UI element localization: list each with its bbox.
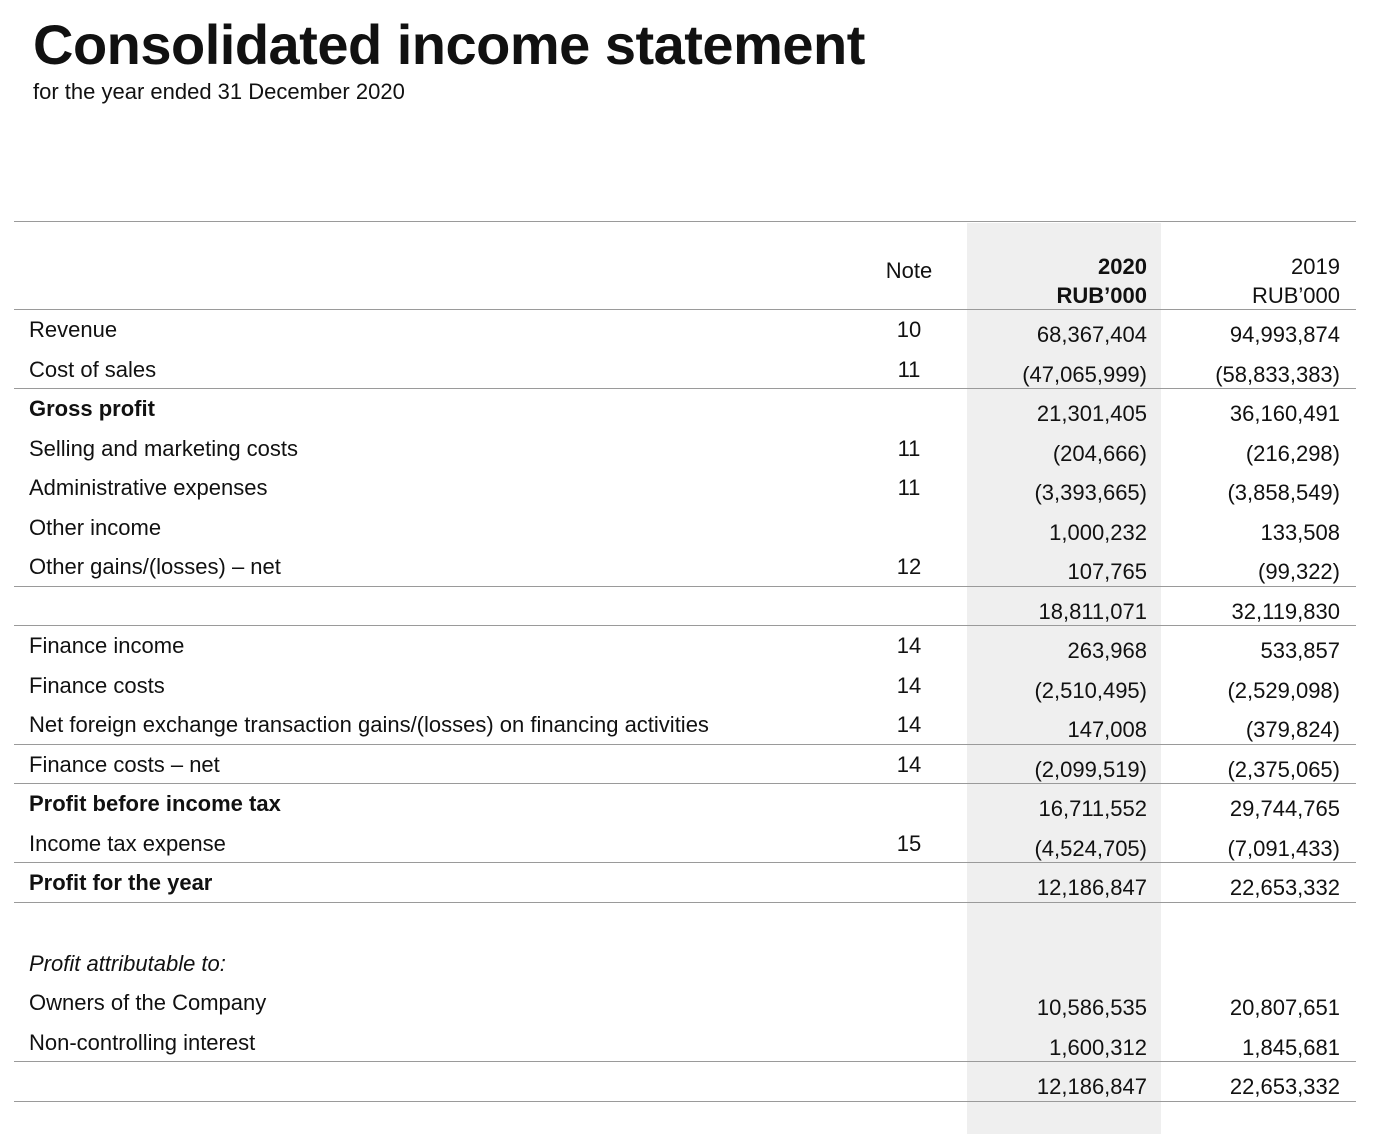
row-value-2020: 16,711,552 (1038, 796, 1147, 821)
row-label: Finance costs (29, 672, 165, 698)
row-label: Profit before income tax (29, 791, 281, 816)
row-value-2019: (2,529,098) (1227, 677, 1340, 703)
row-label: Revenue (29, 317, 118, 342)
row-label: Net foreign exchange transaction gains/(losses) on financing activities (29, 712, 709, 737)
current-year-header (974, 252, 1147, 310)
prior-year-unit: RUB’000 (1251, 283, 1340, 308)
attributable-heading-row (14, 944, 1356, 984)
row-value-2020: 1,600,312 (1049, 1034, 1147, 1060)
row-value-2019: 29,744,765 (1229, 796, 1340, 821)
table-row (14, 1062, 1356, 1102)
table-row (14, 784, 1356, 824)
row-label: Owners of the Company (29, 990, 267, 1015)
row-label: Non-controlling interest (29, 1029, 256, 1055)
row-value-2019: 533,857 (1260, 638, 1340, 663)
row-value-2020: 21,301,405 (1036, 401, 1147, 426)
row-value-2019: (379,824) (1245, 717, 1340, 742)
table-row (14, 508, 1356, 548)
prior-year-label: 2019 (1291, 254, 1340, 279)
row-value-2019: (3,858,549) (1227, 480, 1340, 505)
row-label: Other gains/(losses) – net (29, 554, 281, 579)
row-label: Administrative expenses (29, 475, 268, 500)
row-value-2020: (47,065,999) (1022, 361, 1147, 387)
row-value-2020: (2,510,495) (1034, 677, 1147, 703)
row-note: 11 (897, 356, 921, 382)
row-label: Finance costs – net (29, 751, 220, 777)
row-value-2019: (99,322) (1258, 559, 1340, 584)
table-row (14, 745, 1356, 785)
row-value-2019: 1,845,681 (1242, 1034, 1340, 1060)
row-value-2020: (204,666) (1052, 440, 1147, 466)
income-statement-table (14, 221, 1356, 1102)
table-row (14, 547, 1356, 587)
table-row (14, 429, 1356, 469)
row-label: Selling and marketing costs (29, 435, 299, 461)
row-value-2020: 12,186,847 (1036, 1074, 1147, 1099)
row-value-2019: (7,091,433) (1227, 835, 1340, 861)
row-label: Income tax expense (29, 830, 226, 856)
row-value-2019: (216,298) (1245, 440, 1340, 466)
row-value-2020: 263,968 (1067, 638, 1147, 663)
row-value-2020: 107,765 (1067, 559, 1147, 584)
row-value-2020: (2,099,519) (1034, 756, 1147, 782)
row-value-2020: 147,008 (1067, 717, 1147, 742)
row-note: 10 (896, 317, 922, 342)
row-value-2019: (2,375,065) (1227, 756, 1340, 782)
table-row (14, 1023, 1356, 1063)
row-value-2020: (3,393,665) (1034, 480, 1147, 505)
row-note: 11 (897, 435, 921, 461)
table-row (14, 310, 1356, 350)
page-subtitle: for the year ended 31 December 2020 (33, 79, 405, 104)
prior-year-header (1174, 252, 1340, 310)
current-year-label: 2020 (1098, 254, 1147, 279)
row-value-2019: 22,653,332 (1229, 875, 1340, 900)
row-value-2019: (58,833,383) (1215, 361, 1340, 387)
row-value-2019: 133,508 (1260, 519, 1340, 545)
row-note: 11 (897, 475, 921, 500)
row-value-2020: 1,000,232 (1049, 519, 1147, 545)
row-value-2020: 12,186,847 (1036, 875, 1147, 900)
row-value-2019: 36,160,491 (1229, 401, 1340, 426)
attributable-heading: Profit attributable to: (29, 950, 226, 976)
table-row (14, 350, 1356, 390)
table-row (14, 587, 1356, 627)
row-label: Profit for the year (29, 870, 213, 895)
row-label: Gross profit (29, 396, 155, 421)
table-header (14, 222, 1356, 310)
table-row (14, 863, 1356, 903)
table-row (14, 824, 1356, 864)
table-row (14, 666, 1356, 706)
row-label: Other income (29, 514, 162, 540)
row-note: 15 (896, 830, 922, 856)
row-value-2019: 32,119,830 (1231, 598, 1340, 624)
note-column-header: Note (885, 258, 933, 283)
row-value-2020: (4,524,705) (1034, 835, 1147, 861)
row-value-2019: 20,807,651 (1229, 995, 1340, 1020)
row-label: Cost of sales (29, 356, 157, 382)
row-value-2020: 10,586,535 (1036, 995, 1147, 1020)
row-value-2020: 68,367,404 (1036, 322, 1147, 347)
table-row (14, 468, 1356, 508)
row-note: 14 (896, 633, 922, 658)
table-row (14, 389, 1356, 429)
row-note: 14 (896, 672, 922, 698)
table-row (14, 705, 1356, 745)
table-row (14, 626, 1356, 666)
page-title: Consolidated income statement (33, 13, 865, 76)
row-value-2019: 94,993,874 (1229, 322, 1340, 347)
current-year-unit: RUB’000 (1056, 283, 1147, 308)
row-note: 14 (896, 751, 922, 777)
row-label: Finance income (29, 633, 185, 658)
row-note: 12 (896, 554, 922, 579)
row-value-2020: 18,811,071 (1038, 598, 1147, 624)
row-value-2019: 22,653,332 (1229, 1074, 1340, 1099)
table-row (14, 983, 1356, 1023)
row-note: 14 (896, 712, 922, 737)
